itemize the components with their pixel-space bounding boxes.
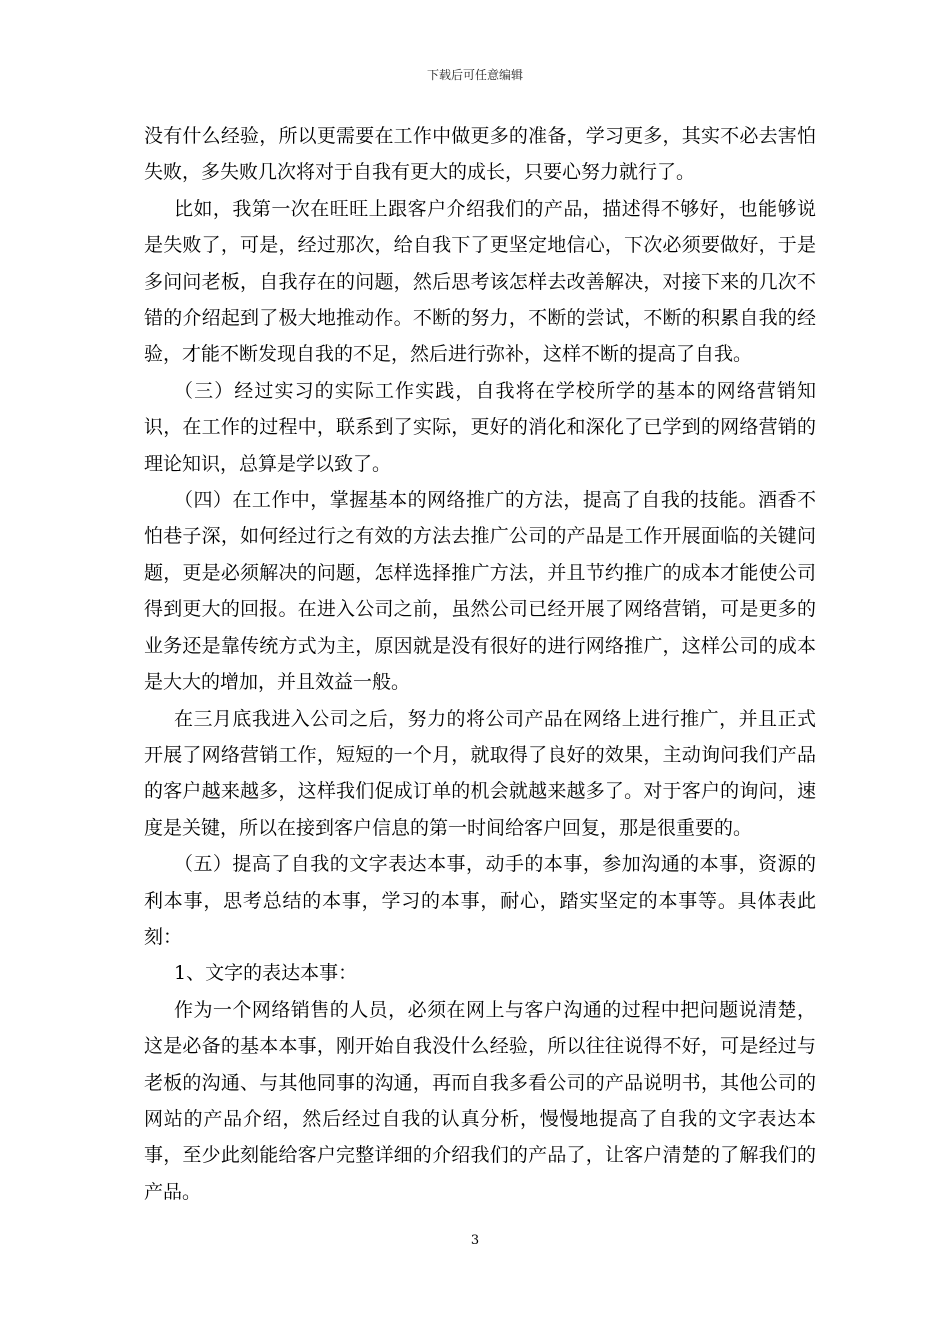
paragraph: 1、文字的表达本事：: [174, 962, 358, 985]
paragraph: （四）在工作中，掌握基本的网络推广的方法，提高了自我的技能。酒香不怕巷子深，如何经过行之有效的方法去推广公司的产品是工作开展面临的关键问题，更是必须解决的问题，怎样选择推广方法，并且节约推广的成本才能使公司得到更大的回报。在进入公司之前，虽然公司已经开展了网络营销，可是更多的业务还是靠传统方式为主，原因就是没有很好的进行网络推广，这样公司的成本是大大的增加，并且效益一般。: [144, 489, 816, 694]
page-number: 3: [470, 1233, 480, 1248]
body-text: [144, 118, 816, 1210]
paragraph: 作为一个网络销售的人员，必须在网上与客户沟通的过程中把问题说清楚，这是必备的基本本事，刚开始自我没什么经验，所以往往说得不好，可是经过与老板的沟通、与其他同事的沟通，再而自我多看公司的产品说明书，其他公司的网站的产品介绍，然后经过自我的认真分析，慢慢地提高了自我的文字表达本事，至少此刻能给客户完整详细的介绍我们的产品了，让客户清楚的了解我们的产品。: [144, 998, 816, 1203]
paragraph: 没有什么经验，所以更需要在工作中做更多的准备，学习更多，其实不必去害怕失败，多失败几次将对于自我有更大的成长，只要心努力就行了。: [144, 125, 816, 184]
paragraph: 比如，我第一次在旺旺上跟客户介绍我们的产品，描述得不够好，也能够说是失败了，可是，经过那次，给自我下了更坚定地信心，下次必须要做好，于是多问问老板，自我存在的问题，然后思考该怎样去改善解决，对接下来的几次不错的介绍起到了极大地推动作。不断的努力，不断的尝试，不断的积累自我的经验，才能不断发现自我的不足，然后进行弥补，这样不断的提高了自我。: [144, 197, 816, 366]
paragraph: 在三月底我进入公司之后，努力的将公司产品在网络上进行推广，并且正式开展了网络营销工作，短短的一个月，就取得了良好的效果，主动询问我们产品的客户越来越多，这样我们促成订单的机会就越来越多了。对于客户的询问，速度是关键，所以在接到客户信息的第一时间给客户回复，那是很重要的。: [144, 707, 816, 839]
paragraph: （三）经过实习的实际工作实践，自我将在学校所学的基本的网络营销知识，在工作的过程中，联系到了实际，更好的消化和深化了已学到的网络营销的理论知识，总算是学以致了。: [144, 379, 816, 475]
page-header: 下载后可任意编辑: [426, 68, 523, 82]
paragraph: （五）提高了自我的文字表达本事，动手的本事，参加沟通的本事，资源的利本事，思考总结的本事，学习的本事，耐心，踏实坚定的本事等。具体表此刻：: [144, 853, 816, 948]
